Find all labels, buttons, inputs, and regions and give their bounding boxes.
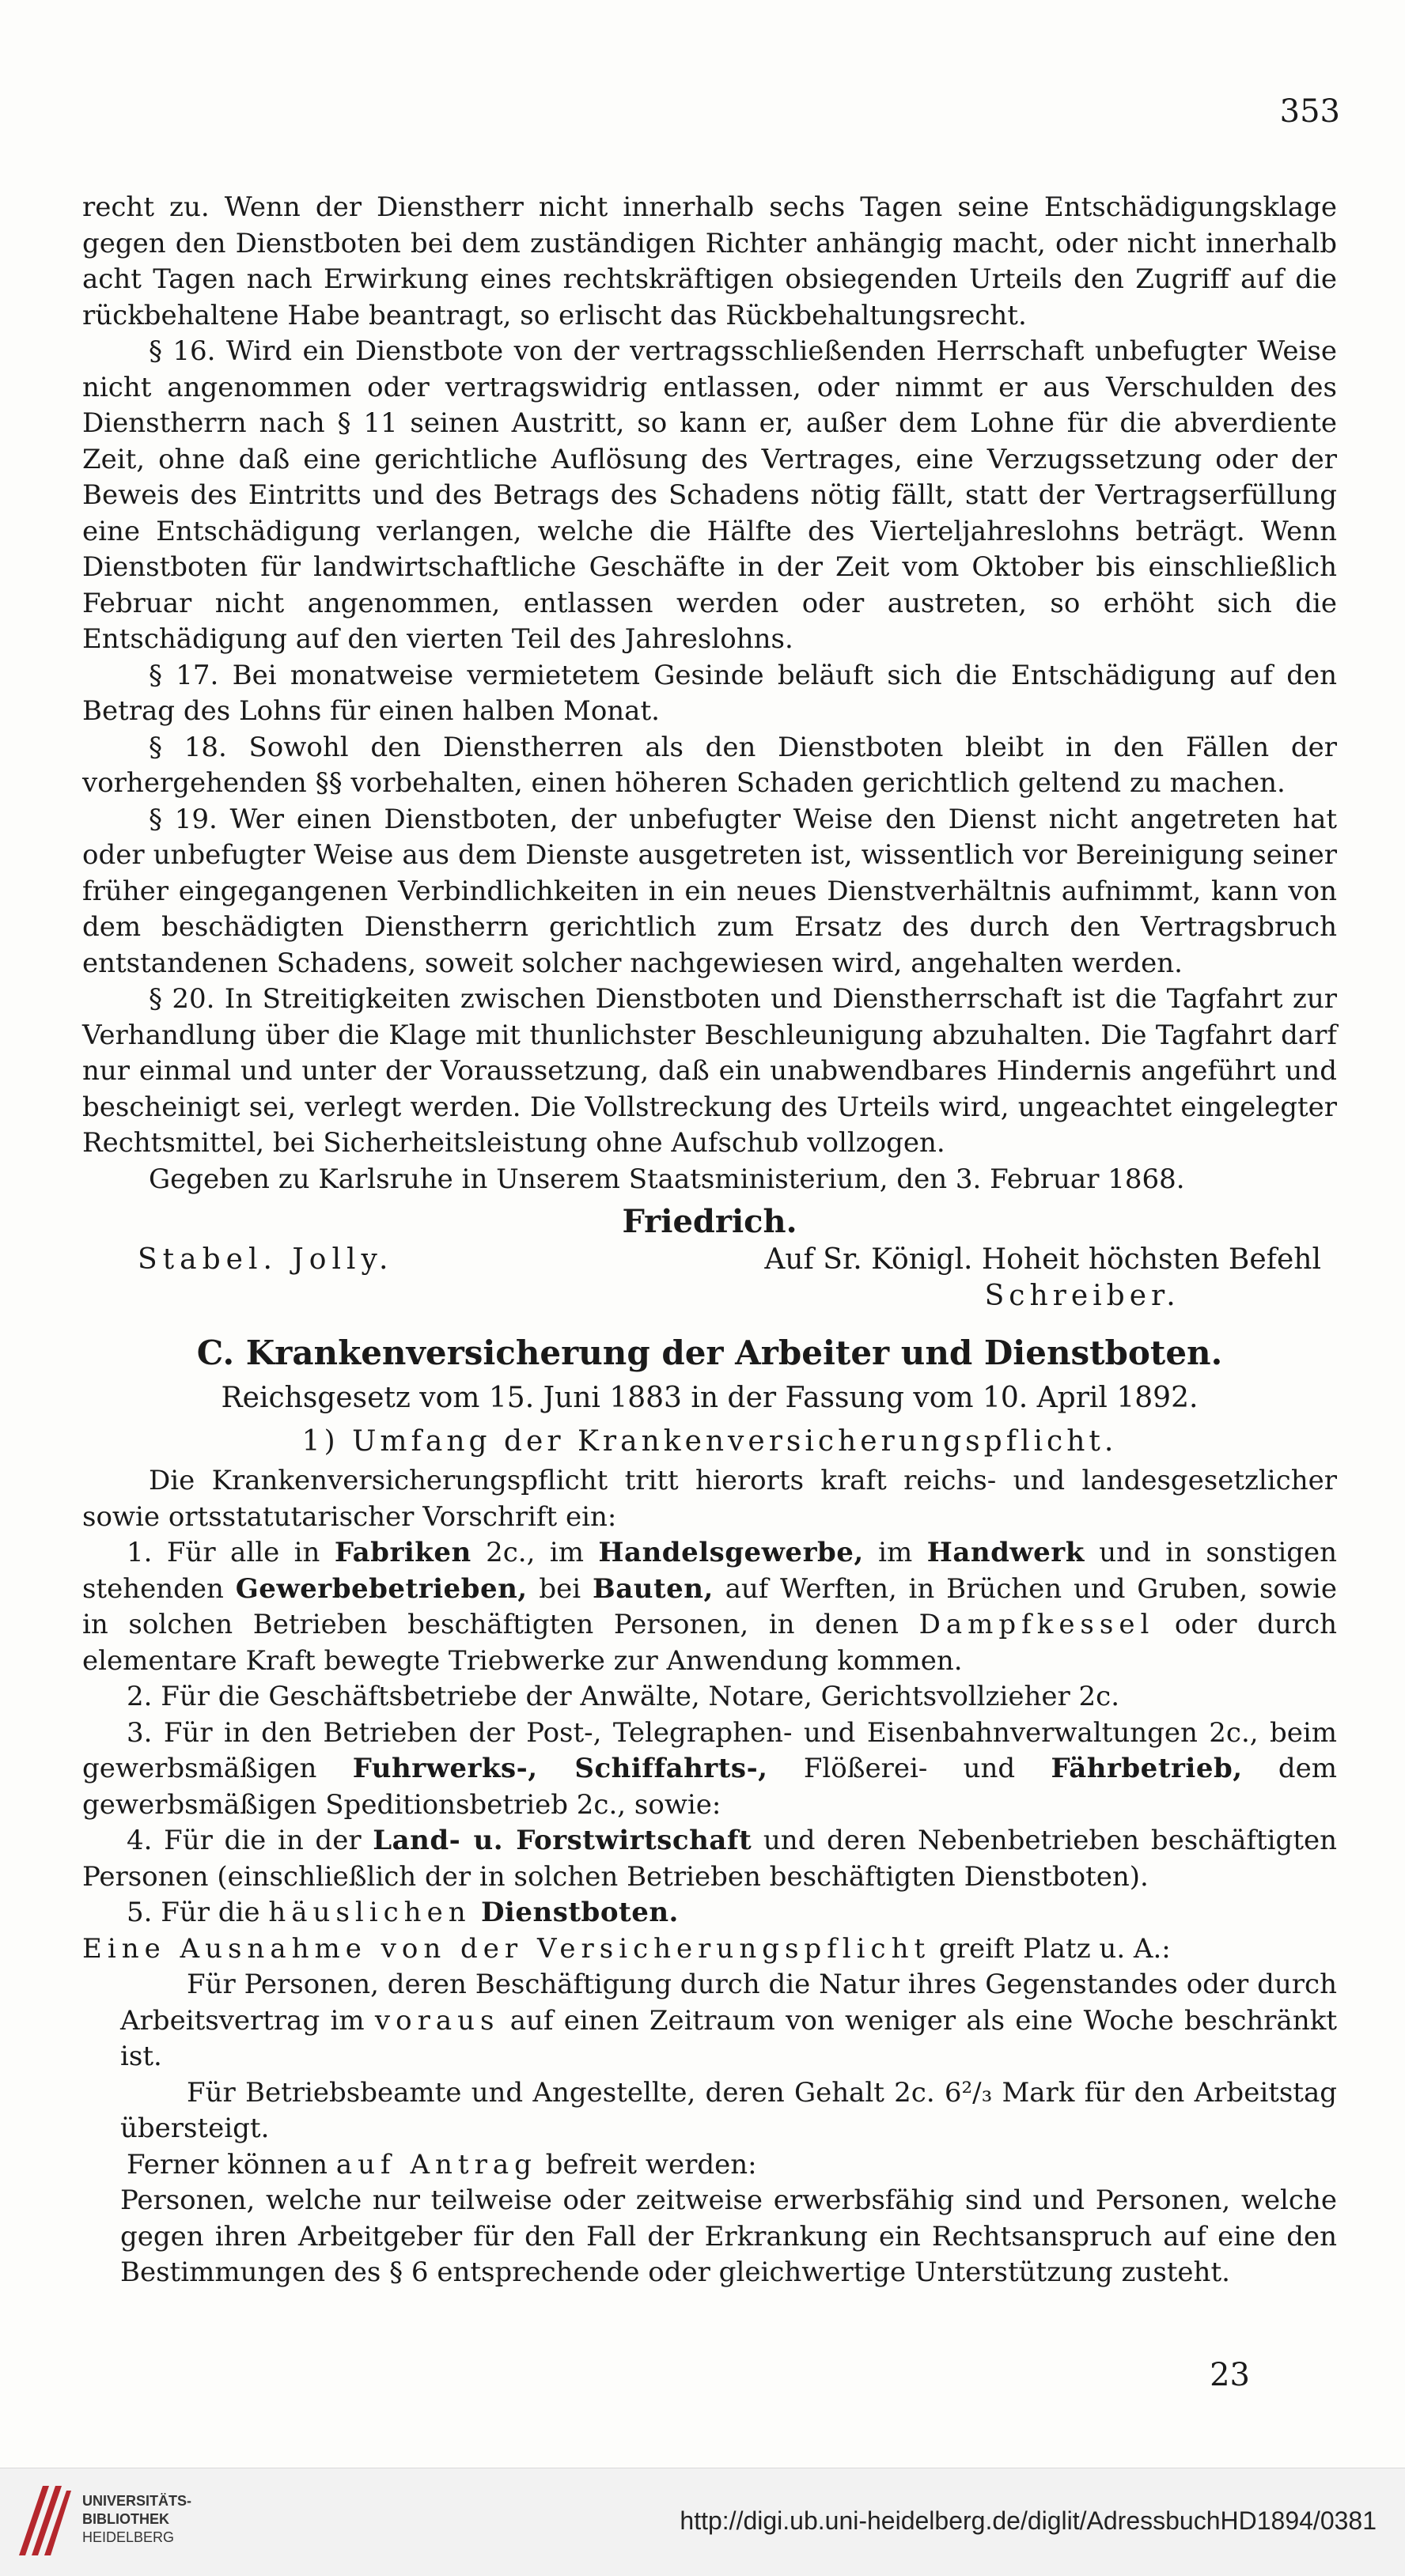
paragraph-section-18: § 18. Sowohl den Dienstherren als den Dienstboten bleibt in den Fällen der vorhergehenden §§ vorbehalten, einen höheren Schaden gerichtlich geltend zu machen. [82,731,1337,799]
paragraph-section-17: § 17. Bei monatweise vermietetem Gesinde beläuft sich die Entschädigung auf den Betrag des Lohns für einen halben Monat. [82,659,1337,727]
list-item-3: 3. Für in den Betrieben der Post-, Telegraphen- und Eisenbahnverwaltungen 2c., beim gewerbsmäßigen Fuhrwerks-, Schiffahrts-, Flößerei- und Fährbetrieb, dem gewerbsmäßigen Speditionsbetrieb 2c., sowie: [82,1716,1338,1821]
paragraph-given-at: Gegeben zu Karlsruhe in Unserem Staatsministerium, den 3. Februar 1868. [149,1163,1185,1195]
viewer-footer [0,2468,1405,2576]
list-item-5: 5. Für die häuslichen Dienstboten. [127,1897,679,1928]
signature-right-line1: Auf Sr. Königl. Hoheit höchsten Befehl [764,1243,1321,1276]
list-item-4: 4. Für die in der Land- u. Forstwirtschaft und deren Nebenbetrieben beschäftigten Personen (einschließlich der in solchen Betrieben beschäftigten Dienstboten). [82,1825,1338,1893]
list-item-2: 2. Für die Geschäftsbetriebe der Anwälte, Notare, Gerichtsvollzieher 2c. [127,1681,1120,1712]
sheet-number: 23 [1210,2357,1250,2393]
paragraph-continuation: recht zu. Wenn der Dienstherr nicht innerhalb sechs Tagen seine Entschädigungsklage gegen den Dienstboten bei dem zuständigen Richter anhängig macht, oder nicht innerhalb acht Tagen nach Erwirkung eines rechtskräftigen obsiegenden Urteils den Zugriff auf die rückbehaltene Habe beantragt, so erlischt das Rückbehaltungsrecht. [82,191,1337,331]
exception-item-1: Für Personen, deren Beschäftigung durch die Natur ihres Gegenstandes oder durch Arbeitsvertrag im voraus auf einen Zeitraum von weniger als eine Woche beschränkt ist. [120,1969,1337,2072]
page-number: 353 [1279,93,1340,130]
signature-right-line2: Schreiber. [984,1280,1180,1312]
signature-sovereign: Friedrich. [622,1203,797,1240]
exception-item-2: Für Betriebsbeamte und Angestellte, deren Gehalt 2c. 6²/₃ Mark für den Arbeitstag übersteigt. [120,2076,1337,2144]
signature-left: Stabel. Jolly. [138,1243,394,1276]
permalink-url[interactable]: http://digi.ub.uni-heidelberg.de/diglit/AdressbuchHD1894/0381 [680,2506,1377,2535]
library-name [82,2492,191,2547]
intro-paragraph: Die Krankenversicherungspflicht tritt hierorts kraft reichs- und landesgesetzlicher sowie ortsstatutarischer Vorschrift ein: [82,1465,1337,1533]
section-subheading: 1) Umfang der Krankenversicherungspflicht. [301,1425,1118,1458]
page-body [82,190,1337,2291]
section-subtitle: Reichsgesetz vom 15. Juni 1883 in der Fassung vom 10. April 1892. [221,1382,1199,1414]
paragraph-section-19: § 19. Wer einen Dienstboten, der unbefugter Weise den Dienst nicht angetreten hat oder unbefugter Weise aus dem Dienste ausgetreten ist, wissentlich vor Bereinigung seiner früher eingegangenen Verbindlichkeiten in ein neues Dienstverhältnis aufnimmt, kann von dem beschädigten Dienstherrn gerichtlich zum Ersatz des durch den Vertragsbruch entstandenen Schadens, soweit solcher nachgewiesen wird, angehalten werden. [82,803,1337,979]
further-paragraph: Personen, welche nur teilweise oder zeitweise erwerbsfähig sind und Personen, welche gegen ihren Arbeitgeber für den Fall der Erkrankung ein Rechtsanspruch auf eine den Bestimmungen des § 6 entsprechende oder gleichwertige Unterstützung zusteht. [120,2184,1337,2288]
library-line-1: UNIVERSITÄTS- [82,2493,192,2509]
ub-heidelberg-logo-icon [14,2480,76,2562]
signature-row [82,1242,1337,1314]
library-line-2: BIBLIOTHEK [82,2511,169,2527]
library-line-3: HEIDELBERG [82,2529,175,2545]
section-title: C. Krankenversicherung der Arbeiter und Dienstboten. [196,1333,1223,1372]
paragraph-section-16: § 16. Wird ein Dienstbote von der vertragsschließenden Herrschaft unbefugter Weise nicht angenommen oder vertragswidrig entlassen, oder nimmt er aus Verschulden des Dienstherrn nach § 11 seinen Austritt, so kann er, außer dem Lohne für die abverdiente Zeit, ohne daß eine gerichtliche Auflösung des Vertrages, eine Verzugssetzung oder der Beweis des Eintritts und des Betrags des Schadens nötig fällt, statt der Vertragserfüllung eine Entschädigung verlangen, welche die Hälfte des Vierteljahreslohns beträgt. Wenn Dienstboten für landwirtschaftliche Geschäfte in der Zeit vom Oktober bis einschließlich Februar nicht angenommen, entlassen werden oder austreten, so erhöht sich die Entschädigung auf den vierten Teil des Jahreslohns. [82,335,1337,655]
paragraph-section-20: § 20. In Streitigkeiten zwischen Dienstboten und Dienstherrschaft ist die Tagfahrt zur Verhandlung über die Klage mit thunlichster Beschleunigung abzuhalten. Die Tagfahrt darf nur einmal und unter der Voraussetzung, daß ein unabwendbares Hindernis angeführt und bescheinigt sei, verlegt werden. Die Vollstreckung des Urteils wird, ungeachtet eingelegter Rechtsmittel, bei Sicherheitsleistung ohne Aufschub vollzogen. [82,983,1337,1159]
exception-heading: Eine Ausnahme von der Versicherungspflicht greift Platz u. A.: [82,1932,1171,1965]
further-heading: Ferner können auf Antrag befreit werden: [127,2148,757,2181]
list-item-1: 1. Für alle in Fabriken 2c., im Handelsgewerbe, im Handwerk und in sonstigen stehenden Gewerbebetrieben, bei Bauten, auf Werften, in Brüchen und Gruben, sowie in solchen Betrieben beschäftigten Personen, in denen Dampfkessel oder durch elementare Kraft bewegte Triebwerke zur Anwendung kommen. [82,1537,1338,1677]
signature-right [764,1242,1321,1314]
